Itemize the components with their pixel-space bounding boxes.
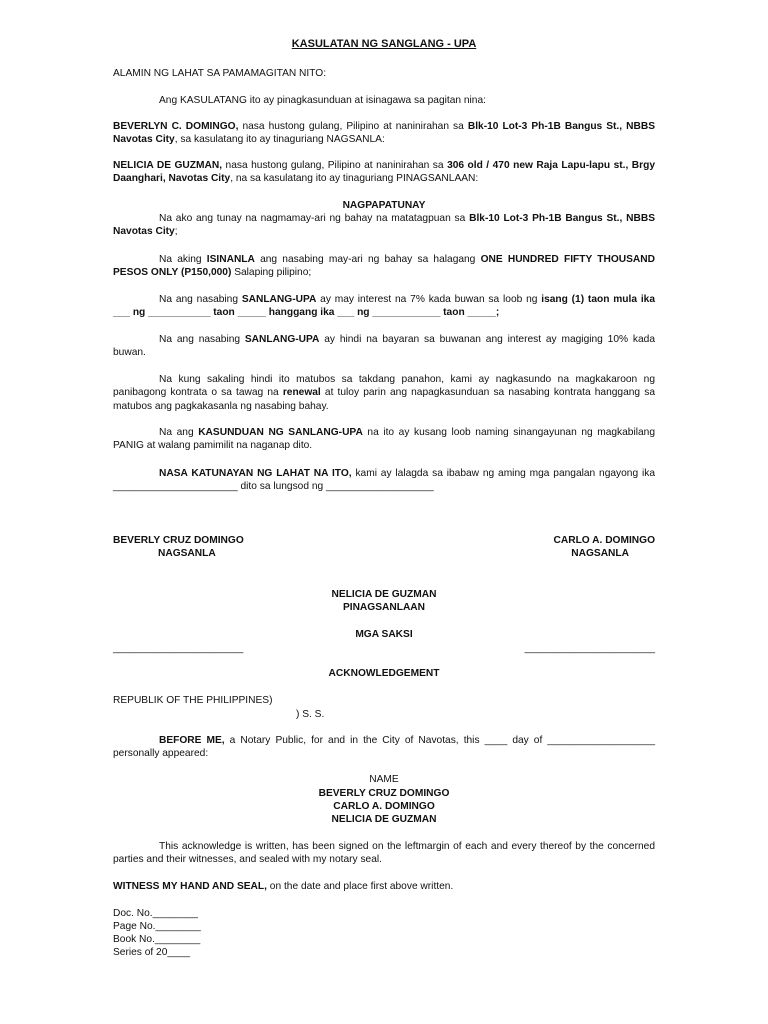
intro-paragraph: Ang KASULATANG ito ay pinagkasunduan at isinagawa sa pagitan nina: — [159, 95, 486, 106]
p6-t2: na ito ay kusang loob naming sinangayunan ng magkabilang PANIG at walang pamimilit na naganap dito. — [113, 427, 656, 452]
p2-b2: ONE HUNDRED FIFTY THOUSAND PESOS ONLY (P150,000) — [113, 254, 656, 279]
witness-line-left: _______________________ — [113, 643, 244, 654]
signatory-left-name: BEVERLY CRUZ DOMINGO — [113, 535, 244, 546]
witness-hand-line — [113, 880, 655, 893]
p3-b1: SANLANG-UPA — [241, 294, 317, 305]
party2-text1: nasa hustong gulang, Pilipino at naninirahan sa — [222, 160, 448, 171]
party1-name: BEVERLYN C. DOMINGO, — [113, 121, 239, 132]
party1-text1: nasa hustong gulang, Pilipino at naninirahan sa — [238, 121, 468, 132]
paragraph-6 — [113, 426, 655, 453]
paragraph-1 — [113, 212, 655, 239]
doc-no: Doc. No.________ — [113, 908, 198, 919]
p3-b2: isang (1) taon mula ika ___ ng ___________ taon _____ hanggang ika ___ ng ____________ taon _____; — [113, 294, 655, 319]
paragraph-4 — [113, 333, 655, 360]
signatory-right-name: CARLO A. DOMINGO — [553, 535, 655, 546]
p6-b1: KASUNDUAN NG SANLANG-UPA — [198, 427, 363, 438]
p1-end: ; — [174, 226, 178, 238]
p2-t1: Na aking — [159, 254, 207, 265]
party2-address: 306 old / 470 new Raja Lapu-lapu st., Brgy Daanghari, Navotas City — [113, 160, 655, 185]
paragraph-2 — [113, 253, 655, 280]
nagpapatunay-heading: NAGPAPATUNAY — [342, 200, 426, 211]
p1-address: Blk-10 Lot-3 Ph-1B Bangus St., NBBS Navotas City — [113, 213, 655, 238]
p5-t1: Na kung sakaling hindi ito matubos sa takdang panahon, kami ay nagkasundo na magkakaroon ng panibagong kontrata o sa tawag na — [113, 374, 655, 399]
witness-line-right: _______________________ — [524, 643, 655, 654]
series-of: Series of 20____ — [113, 947, 191, 958]
party2-paragraph — [113, 159, 655, 186]
p4-b1: SANLANG-UPA — [244, 334, 320, 345]
name-heading: NAME — [369, 774, 399, 785]
intro-line: ALAMIN NG LAHAT SA PAMAMAGITAN NITO: — [113, 68, 327, 79]
before-me-paragraph — [113, 734, 655, 761]
p4-t1: Na ang nasabing — [159, 334, 245, 345]
party2-name: NELICIA DE GUZMAN, — [113, 160, 223, 171]
document-title: KASULATAN NG SANGLANG - UPA — [291, 38, 477, 50]
p2-t2: ang nasabing may-ari ng bahay sa halagang — [254, 254, 481, 265]
p3-t2: ay may interest na 7% kada buwan sa loob ng — [316, 294, 542, 305]
p5-t2: at tuloy parin ang napagkasunduan sa nasabing kontrata hanggang sa matubos ang pagkakasanla ng nasabing bahay. — [113, 387, 655, 412]
witness-heading: MGA SAKSI — [355, 629, 413, 640]
witness-hand-text: on the date and place first above written. — [266, 881, 454, 892]
p7-b1: NASA KATUNAYAN NG LAHAT NA ITO, — [159, 468, 352, 479]
p7-t1: kami ay lalagda sa ibabaw ng aming mga pangalan ngayong ika ______________________ dito sa lungsod ng ___________________ — [113, 468, 656, 493]
ack-name-3: NELICIA DE GUZMAN — [331, 814, 437, 825]
book-no: Book No.________ — [113, 934, 201, 945]
p6-t1: Na ang — [159, 427, 199, 438]
witness-hand-bold: WITNESS MY HAND AND SEAL, — [113, 881, 267, 892]
party1-text2: , sa kasulatang ito ay tinaguriang NAGSANLA: — [174, 134, 385, 146]
signatory-left-role: NAGSANLA — [158, 548, 216, 559]
before-me-bold: BEFORE ME, — [159, 735, 225, 746]
republic-line: REPUBLIK OF THE PHILIPPINES) — [113, 695, 273, 706]
signatory-center-name: NELICIA DE GUZMAN — [331, 589, 437, 600]
p2-t3: Salaping pilipino; — [231, 267, 312, 279]
ss-line: ) S. S. — [296, 709, 325, 720]
p3-t1: Na ang nasabing — [159, 294, 242, 305]
paragraph-3 — [113, 293, 655, 320]
acknowledgement-heading: ACKNOWLEDGEMENT — [328, 668, 440, 679]
before-me-text: a Notary Public, for and in the City of Navotas, this ____ day of ___________________ personally appeared: — [113, 735, 655, 760]
p2-b1: ISINANLA — [206, 254, 255, 265]
p4-t2: ay hindi na bayaran sa buwanan ang interest ay magiging 10% kada buwan. — [113, 334, 655, 359]
page-no: Page No.________ — [113, 921, 201, 932]
signatory-right-role: NAGSANLA — [571, 548, 629, 559]
party1-paragraph — [113, 120, 655, 147]
party2-text2: , na sa kasulatang ito ay tinaguriang PINAGSANLAAN: — [230, 173, 479, 185]
ack-name-2: CARLO A. DOMINGO — [333, 801, 435, 812]
paragraph-5 — [113, 373, 655, 413]
party1-address: Blk-10 Lot-3 Ph-1B Bangus St., NBBS Navotas City — [113, 121, 655, 146]
signatory-center-role: PINAGSANLAAN — [342, 602, 426, 613]
p5-b1: renewal — [282, 387, 321, 399]
ack-name-1: BEVERLY CRUZ DOMINGO — [318, 788, 450, 799]
p1-text: Na ako ang tunay na nagmamay-ari ng bahay na matatagpuan sa — [159, 213, 470, 224]
acknowledgement-body: This acknowledge is written, has been signed on the leftmargin of each and every thereof by the concerned parties and their witnesses, and sealed with my notary seal. — [113, 841, 655, 866]
paragraph-7 — [113, 467, 655, 494]
